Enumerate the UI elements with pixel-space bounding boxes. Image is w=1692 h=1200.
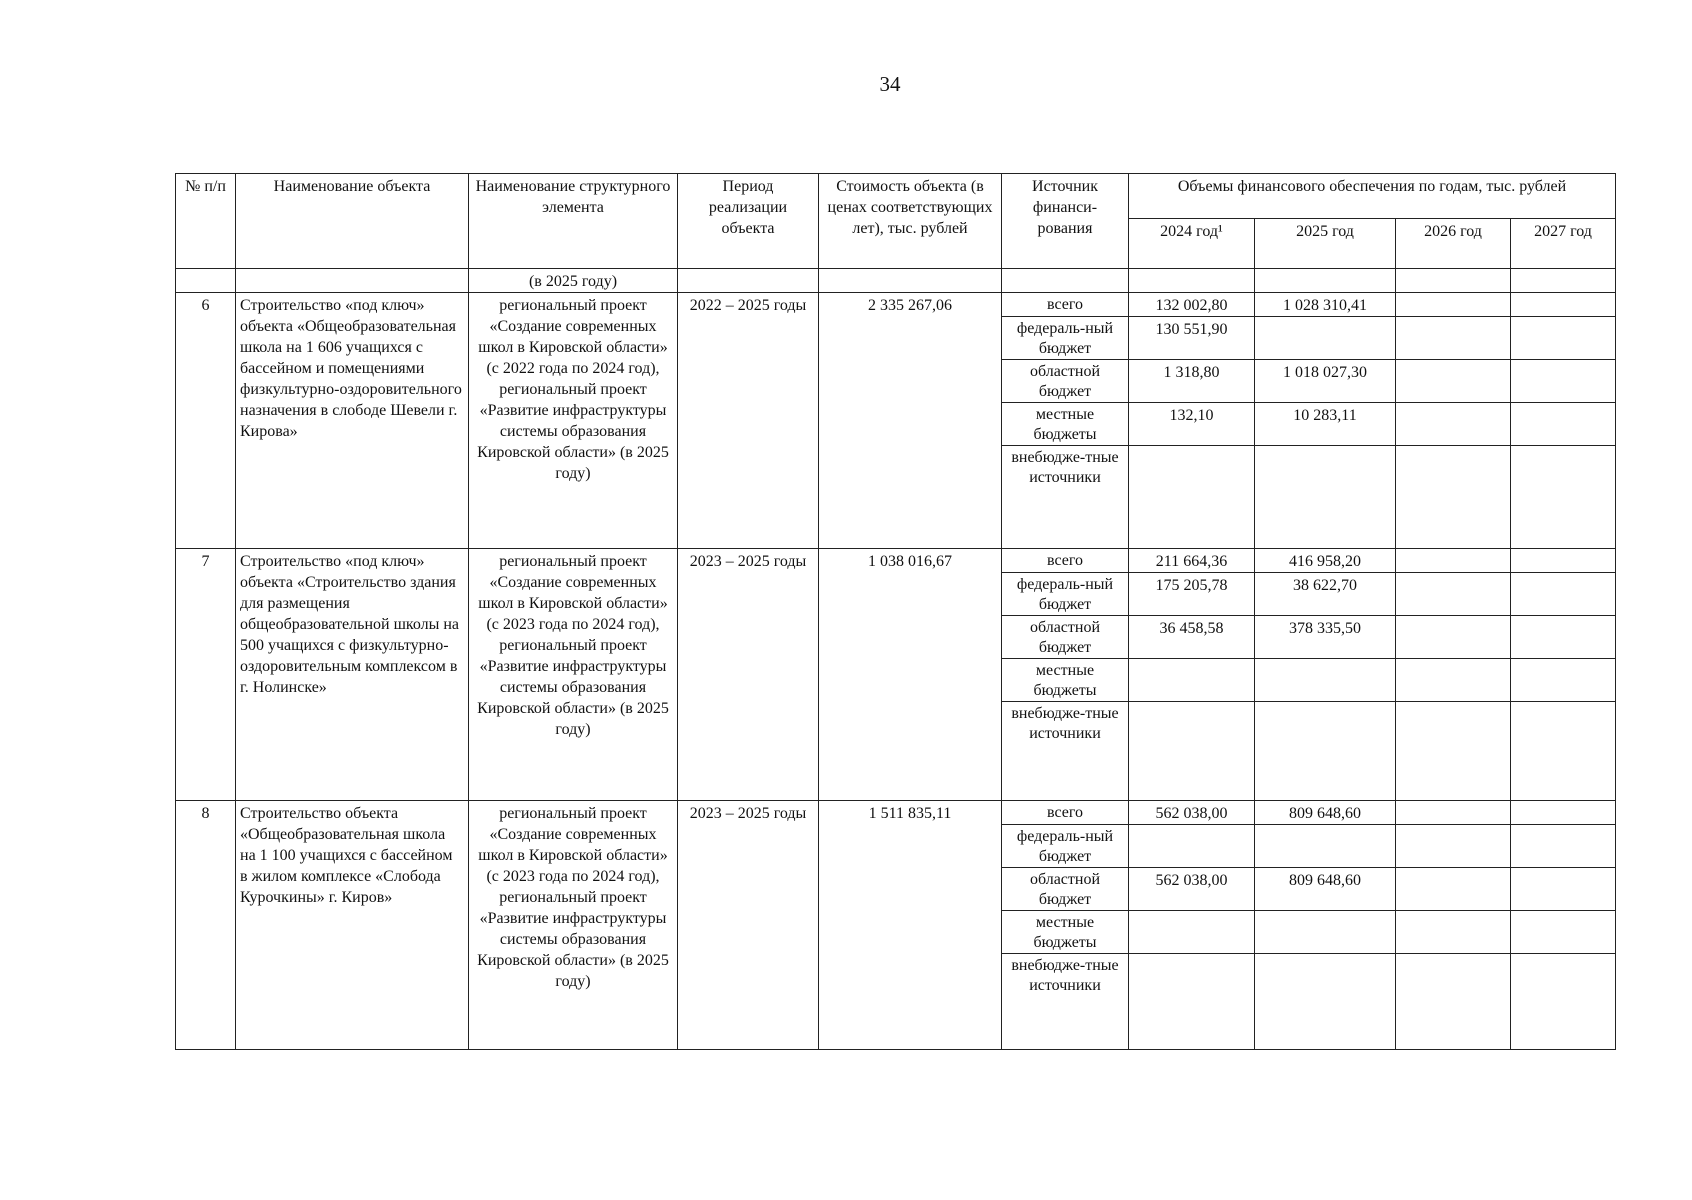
continuation-cell xyxy=(678,269,819,293)
continuation-cell xyxy=(1002,269,1129,293)
header-element-name: Наименование структурного элемента xyxy=(469,174,678,269)
value-cell xyxy=(1511,825,1616,868)
table-row xyxy=(176,549,1616,573)
value-cell xyxy=(1511,446,1616,549)
value-cell xyxy=(1396,954,1511,1050)
value-cell xyxy=(1511,801,1616,825)
source-label: областной бюджет xyxy=(1002,868,1129,911)
continuation-cell xyxy=(1396,269,1511,293)
value-cell: 809 648,60 xyxy=(1255,801,1396,825)
value-cell: 175 205,78 xyxy=(1129,573,1255,616)
period: 2023 – 2025 годы xyxy=(678,801,819,1050)
continuation-cell xyxy=(176,269,236,293)
header-year-2025: 2025 год xyxy=(1255,219,1396,269)
object-name: Строительство «под ключ» объекта «Общеобразовательная школа на 1 606 учащихся с бассейном и помещениями физкультурно-оздоровительного назначения в слободе Шевели г. Кирова» xyxy=(236,293,469,549)
value-cell: 132 002,80 xyxy=(1129,293,1255,317)
value-cell xyxy=(1129,702,1255,801)
header-object-name: Наименование объекта xyxy=(236,174,469,269)
source-label: федераль-ный бюджет xyxy=(1002,573,1129,616)
cost: 2 335 267,06 xyxy=(819,293,1002,549)
source-label: всего xyxy=(1002,801,1129,825)
element-name: региональный проект «Создание современных школ в Кировской области» (с 2023 года по 2024 год), региональный проект «Развитие инфраструктуры системы образования Кировской области» (в 2025 году) xyxy=(469,549,678,801)
header-year-2024: 2024 год¹ xyxy=(1129,219,1255,269)
value-cell xyxy=(1255,911,1396,954)
continuation-cell xyxy=(1255,269,1396,293)
page-number: 34 xyxy=(879,72,901,96)
value-cell xyxy=(1396,911,1511,954)
value-cell: 1 318,80 xyxy=(1129,360,1255,403)
continuation-cell xyxy=(1511,269,1616,293)
value-cell xyxy=(1511,403,1616,446)
value-cell xyxy=(1396,360,1511,403)
value-cell xyxy=(1129,446,1255,549)
value-cell: 10 283,11 xyxy=(1255,403,1396,446)
value-cell xyxy=(1396,659,1511,702)
value-cell xyxy=(1396,702,1511,801)
value-cell xyxy=(1511,549,1616,573)
value-cell: 1 028 310,41 xyxy=(1255,293,1396,317)
value-cell xyxy=(1511,868,1616,911)
value-cell xyxy=(1396,549,1511,573)
row-num: 7 xyxy=(176,549,236,801)
header-cost: Стоимость объекта (в ценах соответствующих лет), тыс. рублей xyxy=(819,174,1002,269)
value-cell xyxy=(1255,954,1396,1050)
row-num: 6 xyxy=(176,293,236,549)
element-name: региональный проект «Создание современных школ в Кировской области» (с 2022 года по 2024 год), региональный проект «Развитие инфраструктуры системы образования Кировской области» (в 2025 году) xyxy=(469,293,678,549)
value-cell xyxy=(1396,801,1511,825)
value-cell xyxy=(1255,659,1396,702)
value-cell: 562 038,00 xyxy=(1129,801,1255,825)
value-cell xyxy=(1511,360,1616,403)
table-row xyxy=(176,293,1616,317)
value-cell xyxy=(1129,659,1255,702)
value-cell: 562 038,00 xyxy=(1129,868,1255,911)
value-cell xyxy=(1255,825,1396,868)
source-label: внебюдже-тные источники xyxy=(1002,702,1129,801)
value-cell: 416 958,20 xyxy=(1255,549,1396,573)
source-label: областной бюджет xyxy=(1002,360,1129,403)
period: 2022 – 2025 годы xyxy=(678,293,819,549)
value-cell: 1 018 027,30 xyxy=(1255,360,1396,403)
source-label: федераль-ный бюджет xyxy=(1002,317,1129,360)
source-label: областной бюджет xyxy=(1002,616,1129,659)
source-label: местные бюджеты xyxy=(1002,911,1129,954)
value-cell xyxy=(1511,616,1616,659)
value-cell xyxy=(1511,317,1616,360)
period: 2023 – 2025 годы xyxy=(678,549,819,801)
value-cell xyxy=(1511,659,1616,702)
value-cell xyxy=(1255,317,1396,360)
value-cell xyxy=(1396,446,1511,549)
header-volumes-group: Объемы финансового обеспечения по годам, тыс. рублей xyxy=(1129,174,1616,219)
continuation-text: (в 2025 году) xyxy=(469,269,678,293)
source-label: всего xyxy=(1002,293,1129,317)
continuation-cell xyxy=(1129,269,1255,293)
value-cell xyxy=(1511,573,1616,616)
continuation-cell xyxy=(819,269,1002,293)
source-label: внебюдже-тные источники xyxy=(1002,954,1129,1050)
value-cell xyxy=(1129,954,1255,1050)
header-period: Период реализации объекта xyxy=(678,174,819,269)
value-cell xyxy=(1511,911,1616,954)
value-cell: 378 335,50 xyxy=(1255,616,1396,659)
value-cell: 38 622,70 xyxy=(1255,573,1396,616)
value-cell xyxy=(1255,446,1396,549)
value-cell xyxy=(1129,911,1255,954)
value-cell xyxy=(1396,825,1511,868)
value-cell: 211 664,36 xyxy=(1129,549,1255,573)
header-source: Источник финанси-рования xyxy=(1002,174,1129,269)
row-num: 8 xyxy=(176,801,236,1050)
element-name: региональный проект «Создание современных школ в Кировской области» (с 2023 года по 2024 год), региональный проект «Развитие инфраструктуры системы образования Кировской области» (в 2025 году) xyxy=(469,801,678,1050)
value-cell xyxy=(1511,954,1616,1050)
value-cell xyxy=(1396,403,1511,446)
header-year-2026: 2026 год xyxy=(1396,219,1511,269)
header-num: № п/п xyxy=(176,174,236,269)
value-cell xyxy=(1396,573,1511,616)
cost: 1 511 835,11 xyxy=(819,801,1002,1050)
value-cell xyxy=(1396,616,1511,659)
object-name: Строительство объекта «Общеобразовательная школа на 1 100 учащихся с бассейном в жилом комплексе «Слобода Курочкины» г. Киров» xyxy=(236,801,469,1050)
value-cell xyxy=(1396,868,1511,911)
header-year-2027: 2027 год xyxy=(1511,219,1616,269)
source-label: федераль-ный бюджет xyxy=(1002,825,1129,868)
value-cell xyxy=(1255,702,1396,801)
financing-table xyxy=(175,173,1616,1050)
object-name: Строительство «под ключ» объекта «Строительство здания для размещения общеобразовательной школы на 500 учащихся с физкультурно-оздоровительным комплексом в г. Нолинске» xyxy=(236,549,469,801)
source-label: местные бюджеты xyxy=(1002,403,1129,446)
source-label: местные бюджеты xyxy=(1002,659,1129,702)
continuation-cell xyxy=(236,269,469,293)
source-label: внебюдже-тные источники xyxy=(1002,446,1129,549)
value-cell xyxy=(1511,293,1616,317)
value-cell xyxy=(1129,825,1255,868)
value-cell xyxy=(1396,293,1511,317)
value-cell: 809 648,60 xyxy=(1255,868,1396,911)
table-row xyxy=(176,801,1616,825)
value-cell: 132,10 xyxy=(1129,403,1255,446)
value-cell xyxy=(1511,702,1616,801)
source-label: всего xyxy=(1002,549,1129,573)
value-cell xyxy=(1396,317,1511,360)
value-cell: 130 551,90 xyxy=(1129,317,1255,360)
value-cell: 36 458,58 xyxy=(1129,616,1255,659)
cost: 1 038 016,67 xyxy=(819,549,1002,801)
